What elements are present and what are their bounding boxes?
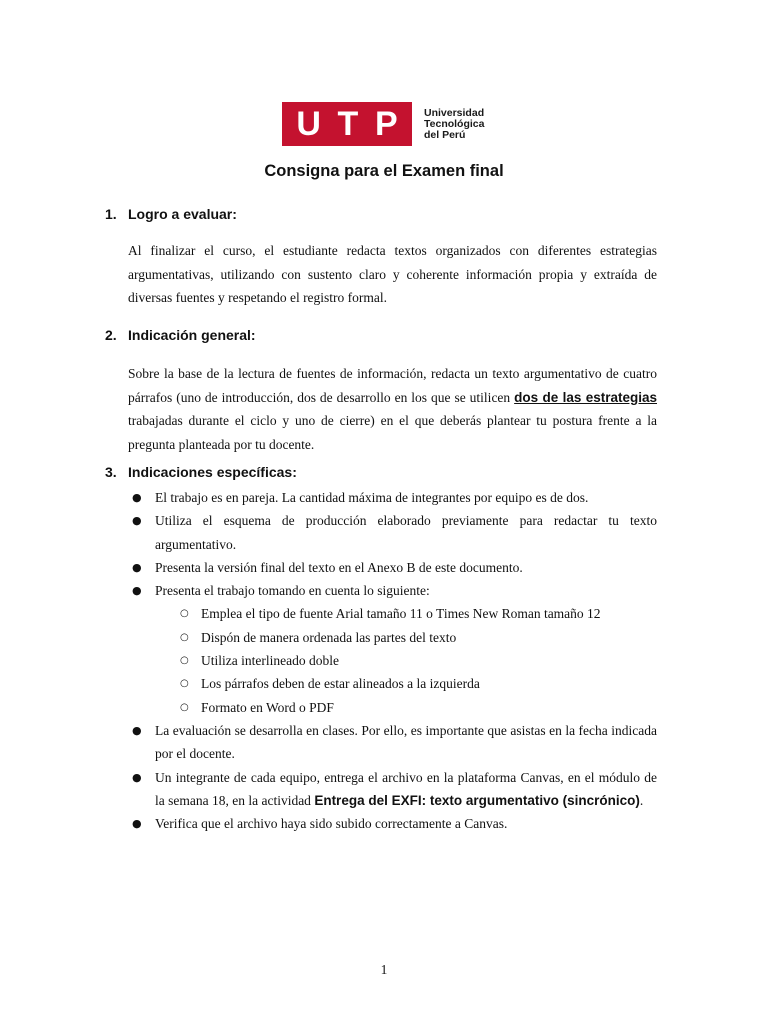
section-1-title: Logro a evaluar: — [128, 206, 237, 222]
specific-instructions-list — [128, 486, 657, 835]
list-item — [128, 509, 657, 556]
list-item — [128, 812, 657, 835]
logo-wordmark — [424, 108, 484, 141]
sub-list-item-text: Formato en Word o PDF — [201, 699, 334, 715]
section-2-paragraph — [128, 362, 657, 456]
bullet-icon: ● — [132, 770, 142, 784]
bullet-icon: ● — [132, 584, 142, 598]
logo-line-2: Tecnológica — [424, 117, 485, 130]
logo-line-1: Universidad — [424, 106, 485, 119]
list-item — [128, 486, 657, 509]
utp-logo — [282, 102, 484, 146]
sub-list-item-text: Emplea el tipo de fuente Arial tamaño 11 o Times New Roman tamaño 12 — [201, 606, 601, 622]
logo-mark — [282, 102, 412, 146]
section-3-number: 3. — [105, 464, 117, 480]
logo-letter-t: T — [337, 105, 359, 143]
circle-bullet-icon: ○ — [180, 655, 189, 667]
list-item-text-before: Un integrante de cada equipo, entrega el archivo en la plataforma Canvas, en el módulo de la semana 18, en la actividad — [155, 769, 657, 808]
list-item-text-after: . — [639, 792, 644, 808]
list-item — [128, 766, 657, 813]
section-2-heading — [105, 327, 256, 343]
circle-bullet-icon: ○ — [180, 608, 189, 620]
list-item — [128, 579, 657, 602]
circle-bullet-icon: ○ — [180, 678, 189, 690]
list-item-text: Presenta la versión final del texto en el Anexo B de este documento. — [155, 559, 523, 575]
circle-bullet-icon: ○ — [180, 631, 189, 643]
list-item — [128, 556, 657, 579]
list-item-text: El trabajo es en pareja. La cantidad máxima de integrantes por equipo es de dos. — [155, 490, 589, 505]
bullet-icon: ● — [132, 560, 142, 574]
document-title: Consigna para el Examen final — [264, 162, 504, 180]
sub-list-item — [128, 649, 657, 672]
list-item-text: Presenta el trabajo tomando en cuenta lo siguiente: — [155, 583, 430, 599]
section-2-text-after: trabajadas durante el ciclo y uno de cierre) en el que deberás plantear tu postura frente a la pregunta planteada por tu docente. — [128, 413, 657, 452]
logo-line-3: del Perú — [424, 128, 466, 141]
bullet-icon: ● — [132, 723, 142, 737]
section-2-number: 2. — [105, 327, 117, 343]
list-item-text: Utiliza el esquema de producción elaborado previamente para redactar tu texto argumentativo. — [155, 513, 657, 552]
section-2-emphasis: dos de las estrategias — [514, 389, 657, 405]
section-1-heading — [105, 206, 237, 222]
logo-letter-p: P — [374, 105, 398, 143]
section-2-title: Indicación general: — [128, 327, 256, 343]
bullet-icon: ● — [132, 817, 142, 831]
circle-bullet-icon: ○ — [180, 701, 189, 713]
list-item-text: La evaluación se desarrolla en clases. Por ello, es importante que asistas en la fecha indicada por el docente. — [155, 722, 657, 762]
section-1-number: 1. — [105, 206, 117, 222]
sub-list-item — [128, 672, 657, 695]
bullet-icon: ● — [132, 514, 142, 528]
sub-list-item-text: Utiliza interlineado doble — [201, 653, 339, 669]
bullet-icon: ● — [132, 491, 142, 504]
section-3-heading — [105, 464, 297, 480]
section-2-text-before: Sobre la base de la lectura de fuentes de información, redacta un texto argumentativo de cuatro párrafos (uno de introducción, dos de desarrollo en los que se utilicen — [128, 366, 657, 405]
section-3-title: Indicaciones específicas: — [128, 464, 297, 480]
sub-list-item-text: Dispón de manera ordenada las partes del texto — [201, 629, 457, 645]
sub-list-item — [128, 696, 657, 719]
list-item-text: Verifica que el archivo haya sido subido correctamente a Canvas. — [155, 816, 508, 832]
sub-list-item — [128, 626, 657, 649]
logo-letter-u: U — [296, 105, 321, 143]
sub-list-item — [128, 602, 657, 625]
activity-name: Entrega del EXFI: texto argumentativo (sincrónico) — [314, 792, 640, 808]
sub-list-item-text: Los párrafos deben de estar alineados a la izquierda — [201, 676, 480, 692]
section-1-paragraph: Al finalizar el curso, el estudiante redacta textos organizados con diferentes estrategias argumentativas, utilizando con sustento claro y coherente información propia y extraída de diversas fuentes y respetando el registro formal. — [128, 243, 657, 305]
page-number: 1 — [380, 962, 388, 977]
list-item — [128, 719, 657, 766]
